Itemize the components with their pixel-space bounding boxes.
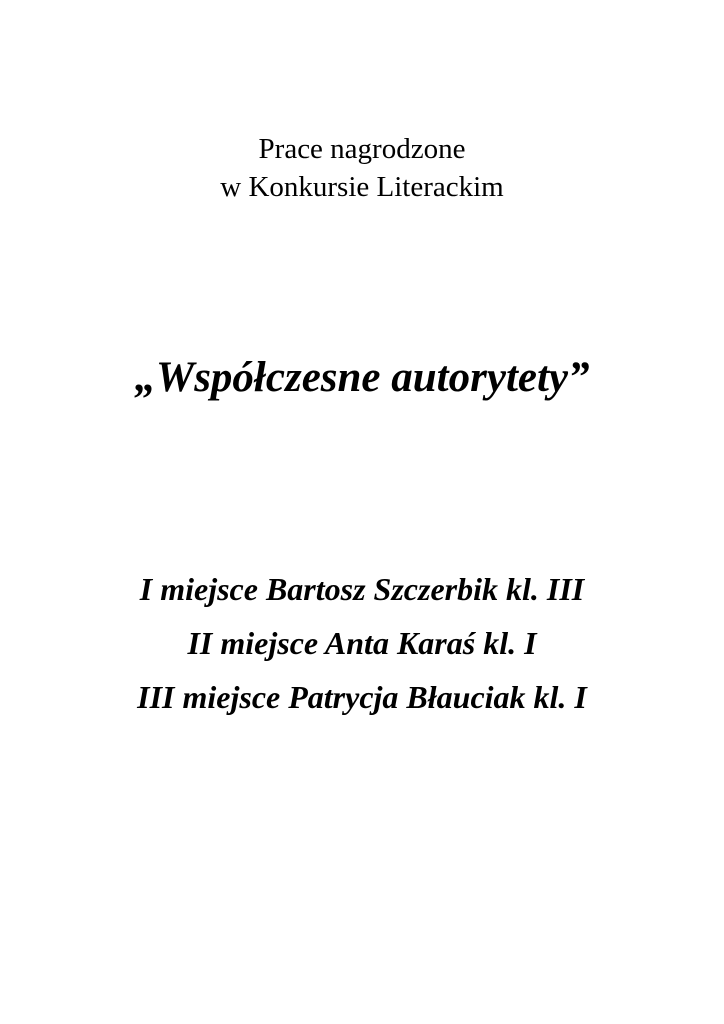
winners-list <box>0 562 724 724</box>
document-header <box>0 130 724 206</box>
contest-title: „Współczesne autorytety” <box>134 354 590 401</box>
winner-first-place: I miejsce Bartosz Szczerbik kl. III <box>139 571 585 607</box>
winner-third-place: III miejsce Patrycja Błauciak kl. I <box>137 679 587 715</box>
header-line-1: Prace nagrodzone <box>258 133 466 165</box>
winner-second-place: II miejsce Anta Karaś kl. I <box>187 625 537 661</box>
header-line-2: w Konkursie Literackim <box>220 171 504 203</box>
